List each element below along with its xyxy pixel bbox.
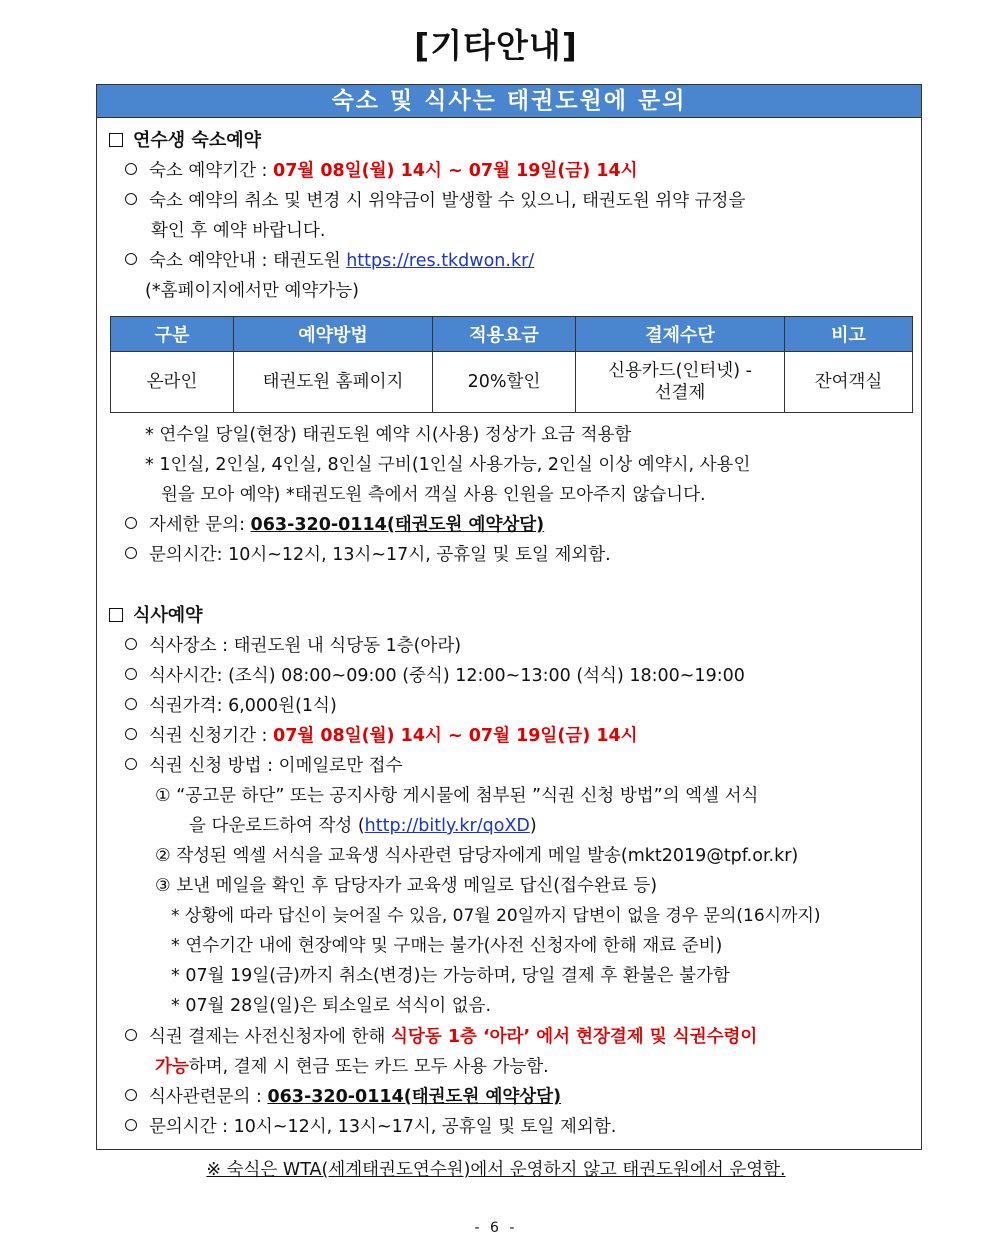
box-header: 숙소 및 식사는 태권도원에 문의 <box>97 85 921 118</box>
reservation-link[interactable]: https://res.tkdwon.kr/ <box>346 251 535 271</box>
meal-method: 식권 신청 방법 : 이메일로만 접수 <box>125 754 402 778</box>
page-number: - 6 - <box>474 1220 518 1236</box>
meal-time: 식사시간: (조식) 08:00~09:00 (중식) 12:00~13:00 (석식) 18:00~19:00 <box>125 664 745 688</box>
table-header-cell: 결제수단 <box>576 317 785 352</box>
circle-bullet-icon <box>125 698 137 710</box>
lodging-note-2: * 1인실, 2인실, 4인실, 8인실 구비(1인실 사용가능, 2인실 이상 예약시, 사용인 <box>145 455 751 475</box>
meal-sub-note-3: * 07월 19일(금)까지 취소(변경)는 가능하며, 당일 결제 후 환불은 불가함 <box>171 966 730 986</box>
footnote: ※ 숙식은 WTA(세계태권도연수원)에서 운영하지 않고 태권도원에서 운영함. <box>206 1160 786 1180</box>
meal-place: 식사장소 : 태권도원 내 식당동 1층(아라) <box>125 634 461 658</box>
lodging-guide: 숙소 예약안내 : 태권도원 https://res.tkdwon.kr/ <box>125 249 534 273</box>
page-title: [기타안내] <box>414 26 578 65</box>
circle-bullet-icon <box>125 638 137 650</box>
table-cell: 신용카드(인터넷) - 선결제 <box>576 352 785 413</box>
meal-step-1: ① “공고문 하단” 또는 공지사항 게시물에 첨부된 ”식권 신청 방법”의 엑셀 서식 <box>155 786 759 806</box>
circle-bullet-icon <box>125 758 137 770</box>
circle-bullet-icon <box>125 728 137 740</box>
circle-bullet-icon <box>125 1029 137 1041</box>
info-box <box>96 84 922 1150</box>
circle-bullet-icon <box>125 163 137 175</box>
table-cell: 잔여객실 <box>785 352 913 413</box>
lodging-inquiry: 자세한 문의: 063-320-0114(태권도원 예약상담) <box>125 513 544 537</box>
circle-bullet-icon <box>125 253 137 265</box>
circle-bullet-icon <box>125 1119 137 1131</box>
circle-bullet-icon <box>125 517 137 529</box>
circle-bullet-icon <box>125 668 137 680</box>
meal-price: 식권가격: 6,000원(1식) <box>125 694 337 718</box>
circle-bullet-icon <box>125 1089 137 1101</box>
lodging-cancel: 숙소 예약의 취소 및 변경 시 위약금이 발생할 수 있으니, 태권도원 위약 규정을 <box>125 189 745 213</box>
lodging-period: 숙소 예약기간 : 07월 08일(월) 14시 ~ 07월 19일(금) 14시 <box>125 159 638 183</box>
meal-sub-note-1: * 상황에 따라 답신이 늦어질 수 있음, 07월 20일까지 답변이 없을 경우 문의(16시까지) <box>171 906 821 926</box>
table-cell: 20%할인 <box>433 352 576 413</box>
lodging-note-2-cont: 원을 모아 예약) *태권도원 측에서 객실 사용 인원을 모아주지 않습니다. <box>161 485 706 505</box>
lodging-hours: 문의시간: 10시~12시, 13시~17시, 공휴일 및 토일 제외함. <box>125 543 611 567</box>
meal-form-link[interactable]: http://bitly.kr/qoXD <box>364 816 530 836</box>
meal-inquiry: 식사관련문의 : 063-320-0114(태권도원 예약상담) <box>125 1085 561 1109</box>
table-header-cell: 비고 <box>785 317 913 352</box>
lodging-cancel-cont: 확인 후 예약 바랍니다. <box>151 221 326 241</box>
circle-bullet-icon <box>125 547 137 559</box>
lodging-heading: 연수생 숙소예약 <box>109 129 261 153</box>
meal-payment: 식권 결제는 사전신청자에 한해 식당동 1층 ‘아라’ 에서 현장결제 및 식권수령이 <box>125 1025 757 1049</box>
meal-payment-cont: 가능하며, 결제 시 현금 또는 카드 모두 사용 가능함. <box>155 1057 549 1077</box>
circle-bullet-icon <box>125 193 137 205</box>
meal-sub-note-4: * 07월 28일(일)은 퇴소일로 석식이 없음. <box>171 996 492 1016</box>
meal-step-3: ③ 보낸 메일을 확인 후 담당자가 교육생 메일로 답신(접수완료 등) <box>155 876 658 896</box>
table-header-cell: 적용요금 <box>433 317 576 352</box>
meal-hours: 문의시간 : 10시~12시, 13시~17시, 공휴일 및 토일 제외함. <box>125 1115 616 1139</box>
table-cell: 태권도원 홈페이지 <box>234 352 433 413</box>
meal-sub-note-2: * 연수기간 내에 현장예약 및 구매는 불가(사전 신청자에 한해 재료 준비) <box>171 936 723 956</box>
checkbox-square-icon <box>109 608 123 622</box>
meal-step-2: ② 작성된 엑셀 서식을 교육생 식사관련 담당자에게 메일 발송(mkt2019@tpf.or.kr) <box>155 846 799 866</box>
lodging-guide-note: (*홈페이지에서만 예약가능) <box>145 281 359 301</box>
table-header-row <box>111 317 913 352</box>
checkbox-square-icon <box>109 133 123 147</box>
table-row <box>111 352 913 413</box>
reservation-table <box>110 316 913 413</box>
table-cell: 온라인 <box>111 352 234 413</box>
meal-apply-period: 식권 신청기간 : 07월 08일(월) 14시 ~ 07월 19일(금) 14시 <box>125 724 638 748</box>
meal-step-1-cont: 을 다운로드하여 작성 (http://bitly.kr/qoXD) <box>189 816 537 836</box>
lodging-note-1: * 연수일 당일(현장) 태권도원 예약 시(사용) 정상가 요금 적용함 <box>145 425 632 445</box>
table-header-cell: 구분 <box>111 317 234 352</box>
table-header-cell: 예약방법 <box>234 317 433 352</box>
meal-heading: 식사예약 <box>109 604 203 628</box>
